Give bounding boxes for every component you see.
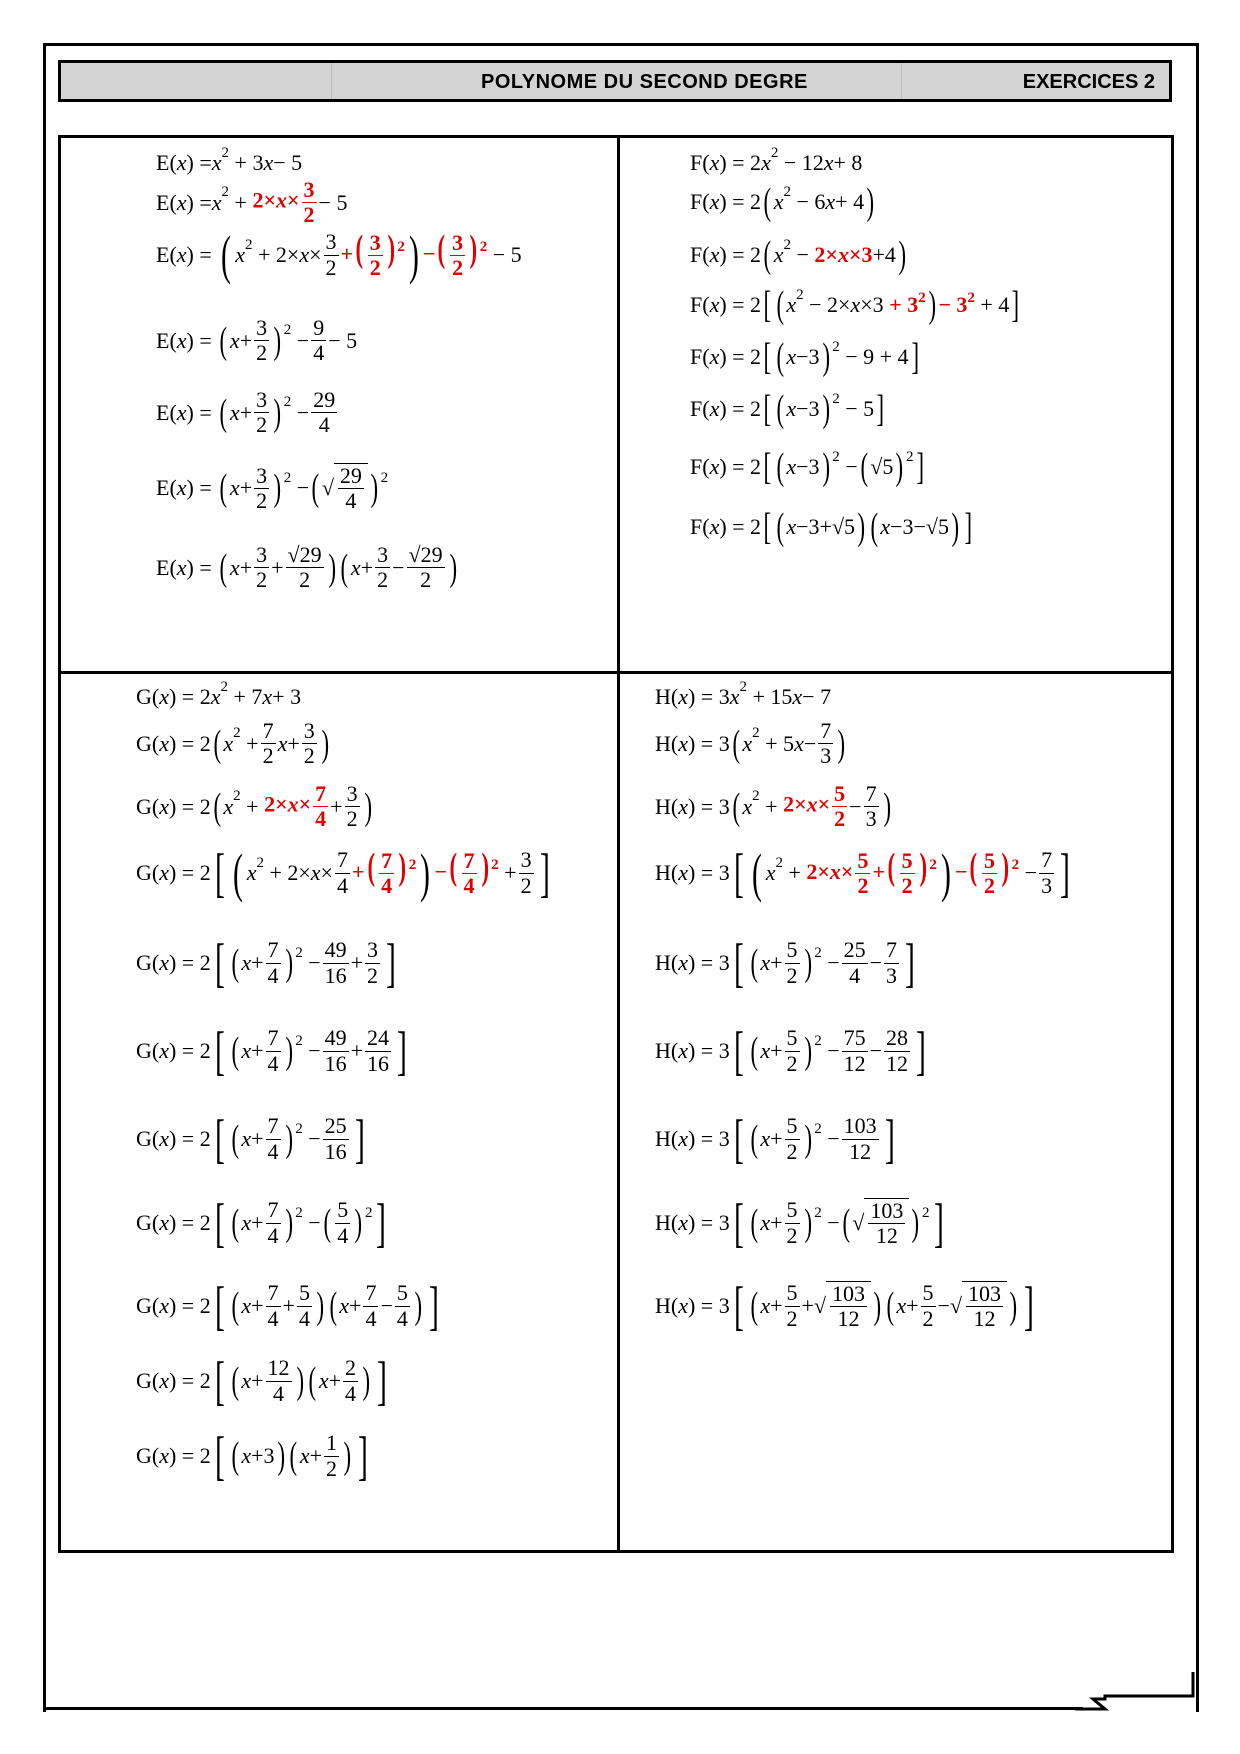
G-line-2: G( x ) = 2 ( x 2 + $\frac{7}{2}$ x + $\frac{3}{2}$ ): [136, 718, 329, 769]
G-line-4: G( x ) = 2 [ ( x 2 + 2× x × $\frac{7}{4}$ +( $\frac{7}{4}$ ) $^2$ ) −( $\frac{7}{4}$ ) $^2$ + $\frac{3}{2}$ ]: [136, 843, 550, 903]
H-line-8: H( x ) = 3 [ ( x + $\frac{5}{2}$ ) 2 − ( √ $\frac{103}{12}$ ) 2 ]: [655, 1193, 944, 1253]
F-line-2: F( x ) = 2 ( x 2 − 6 x + 4 ): [690, 181, 875, 223]
G-line-11: G( x ) = 2 [ ( x +3 ) ( x + $\frac{1}{2}$ ) ]: [136, 1426, 368, 1486]
H-line-5: H( x ) = 3 [ ( x + $\frac{5}{2}$ ) 2 − $\frac{25}{4}$ − $\frac{7}{3}$ ]: [655, 933, 915, 993]
F-line-5: F( x ) = 2 [ ( x −3 ) 2 − 9 + 4 ]: [690, 336, 919, 378]
G-line-9: G( x ) = 2 [ ( x + $\frac{7}{4}$ + $\frac{5}{4}$ ) ( x + $\frac{7}{4}$ − $\frac{5}{4}$ ) ]: [136, 1276, 439, 1336]
H-line-1: H( x ) = 3 x 2 + 15 x − 7: [655, 678, 832, 709]
E-line-7: E( x ) = ( x + $\frac{3}{2}$ + $\frac{√29}{2}$ ) ( x + $\frac{3}{2}$ − $\frac{√29}{2}$ ): [156, 542, 457, 593]
E-line-1: E( x ) = x 2 + 3 x − 5: [156, 144, 303, 175]
E-line-2: E( x ) = x 2 + 2×x× $\frac{3}{2}$ − 5: [156, 177, 348, 228]
corner-mark: [1075, 1672, 1195, 1712]
G-line-10: G( x ) = 2 [ ( x + $\frac{12}{4}$ ) ( x + $\frac{2}{4}$ ) ]: [136, 1351, 387, 1411]
F-line-3: F( x ) = 2 ( x 2 − 2×x×3 +4 ): [690, 234, 907, 276]
header-title: POLYNOME DU SECOND DEGRE: [481, 71, 808, 93]
F-line-8: F( x ) = 2 [ ( x −3+√5 ) ( x −3−√5 ) ]: [690, 506, 972, 548]
F-line-7: F( x ) = 2 [ ( x −3 ) 2 − ( √5 ) 2 ]: [690, 446, 924, 488]
F-line-6: F( x ) = 2 [ ( x −3 ) 2 − 5 ]: [690, 388, 885, 430]
page-header: [58, 60, 1172, 102]
G-line-1: G( x ) = 2 x 2 + 7 x + 3: [136, 678, 302, 709]
exercise-grid: [58, 135, 1174, 1553]
H-line-7: H( x ) = 3 [ ( x + $\frac{5}{2}$ ) 2 − $\frac{103}{12}$ ]: [655, 1109, 895, 1169]
G-line-5: G( x ) = 2 [ ( x + $\frac{7}{4}$ ) 2 − $\frac{49}{16}$ + $\frac{3}{2}$ ]: [136, 933, 396, 993]
G-line-3: G( x ) = 2 ( x 2 + 2×x× $\frac{7}{4}$ + $\frac{3}{2}$ ): [136, 781, 372, 832]
E-line-3: E( x ) = ( x 2 + 2× x × $\frac{3}{2}$ +( $\frac{3}{2}$ ) $^2$ ) −( $\frac{3}{2}$ ) $^2$ − 5: [156, 225, 522, 285]
F-line-1: F( x ) = 2 x 2 − 12 x + 8: [690, 144, 863, 175]
G-line-6: G( x ) = 2 [ ( x + $\frac{7}{4}$ ) 2 − $\frac{49}{16}$ + $\frac{24}{16}$ ]: [136, 1021, 407, 1081]
E-line-5: E( x ) = ( x + $\frac{3}{2}$ ) 2 − $\frac{29}{4}$: [156, 387, 336, 438]
G-line-8: G( x ) = 2 [ ( x + $\frac{7}{4}$ ) 2 − ( $\frac{5}{4}$ ) 2 ]: [136, 1193, 387, 1253]
F-line-4: F( x ) = 2 [ ( x 2 − 2× x ×3 + $3^2$ ) − $3^2$ + 4 ]: [690, 284, 1020, 326]
E-line-4: E( x ) = ( x + $\frac{3}{2}$ ) 2 − $\frac{9}{4}$ − 5: [156, 315, 358, 366]
header-exercise: EXERCICES 2: [1022, 71, 1155, 93]
H-line-3: H( x ) = 3 ( x 2 + 2×x× $\frac{5}{2}$ − $\frac{7}{3}$ ): [655, 781, 891, 832]
H-line-4: H( x ) = 3 [ ( x 2 + 2×x× $\frac{5}{2}$ +( $\frac{5}{2}$ ) $^2$ ) −( $\frac{5}{2}$ ) $^2$ − $\frac{7}{3}$ ]: [655, 843, 1071, 903]
H-line-2: H( x ) = 3 ( x 2 + 5 x − $\frac{7}{3}$ ): [655, 718, 846, 769]
page-bottom-border: [43, 1707, 1083, 1710]
H-line-6: H( x ) = 3 [ ( x + $\frac{5}{2}$ ) 2 − $\frac{75}{12}$ − $\frac{28}{12}$ ]: [655, 1021, 926, 1081]
G-line-7: G( x ) = 2 [ ( x + $\frac{7}{4}$ ) 2 − $\frac{25}{16}$ ]: [136, 1109, 365, 1169]
E-line-6: E( x ) = ( x + $\frac{3}{2}$ ) 2 − ( √ $\frac{29}{4}$ ) 2: [156, 462, 389, 514]
H-line-9: H( x ) = 3 [ ( x + $\frac{5}{2}$ + √ $\frac{103}{12}$ ) ( x + $\frac{5}{2}$ − √ $\frac{103}{12}$ ) ]: [655, 1276, 1034, 1336]
